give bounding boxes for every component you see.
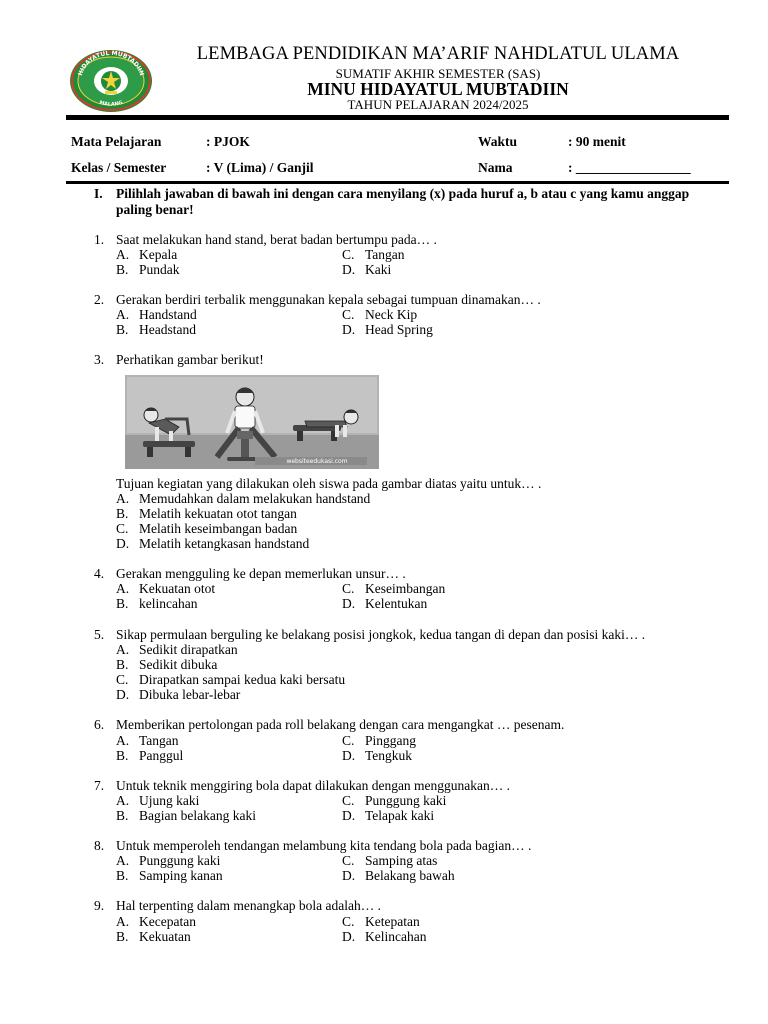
question-number: 1.: [94, 232, 105, 247]
q9-option-a[interactable]: A. Kecepatan: [116, 914, 196, 929]
institution-title: LEMBAGA PENDIDIKAN MA’ARIF NAHDLATUL ULAMA: [196, 44, 680, 64]
exercise-illustration: [125, 375, 379, 469]
q6-option-d[interactable]: D. Tengkuk: [342, 748, 413, 763]
academic-year: TAHUN PELAJARAN 2024/2025: [347, 97, 529, 112]
q7-option-d[interactable]: D. Telapak kaki: [342, 808, 435, 823]
q9-option-b[interactable]: B. Kekuatan: [116, 929, 191, 944]
q7-option-a[interactable]: A. Ujung kaki: [116, 793, 200, 808]
time-value: : 90 menit: [568, 134, 626, 149]
question-number: 4.: [94, 566, 105, 581]
svg-text:MALANG: MALANG: [98, 99, 124, 108]
question-text: Gerakan mengguling ke depan memerlukan unsur… .: [116, 566, 406, 581]
q4-option-a[interactable]: A. Kekuatan otot: [116, 581, 216, 596]
q8-option-c[interactable]: C. Samping atas: [342, 853, 438, 868]
instruction-text: Pilihlah jawaban di bawah ini dengan cara menyilang (x) pada huruf a, b atau c yang kamu anggap paling benar!: [116, 186, 690, 217]
question-number: 5.: [94, 627, 105, 642]
exam-title: SUMATIF AKHIR SEMESTER (SAS): [335, 66, 541, 81]
name-field[interactable]: : _________________: [568, 160, 691, 175]
q1-option-d[interactable]: D. Kaki: [342, 262, 392, 277]
q2-option-d[interactable]: D. Head Spring: [342, 322, 433, 337]
q6-option-c[interactable]: C. Pinggang: [342, 733, 417, 748]
subject-label: Mata Pelajaran: [71, 134, 162, 149]
q2-option-a[interactable]: A. Handstand: [116, 307, 197, 322]
question-number: 2.: [94, 292, 105, 307]
header-divider: [66, 115, 729, 120]
info-divider: [66, 181, 729, 184]
question-text: Untuk teknik menggiring bola dapat dilakukan dengan menggunakan… .: [116, 778, 511, 793]
q7-option-b[interactable]: B. Bagian belakang kaki: [116, 808, 256, 823]
question-text: Untuk memperoleh tendangan melambung kita tendang bola pada bagian… .: [116, 838, 532, 853]
q8-option-a[interactable]: A. Punggung kaki: [116, 853, 221, 868]
question-number: 9.: [94, 898, 105, 913]
school-name: MINU HIDAYATUL MUBTADIIN: [307, 79, 569, 99]
question-text: Saat melakukan hand stand, berat badan bertumpu pada… .: [116, 232, 437, 247]
question-number: 7.: [94, 778, 105, 793]
q4-option-d[interactable]: D. Kelentukan: [342, 596, 428, 611]
q2-option-c[interactable]: C. Neck Kip: [342, 307, 418, 322]
question-text: Gerakan berdiri terbalik menggunakan kepala sebagai tumpuan dinamakan… .: [116, 292, 541, 307]
q5-option-c[interactable]: C. Dirapatkan sampai kedua kaki bersatu: [116, 672, 346, 687]
question-number: 3.: [94, 352, 105, 367]
instruction-number: I.: [94, 186, 103, 201]
subject-value: : PJOK: [206, 134, 250, 149]
q2-option-b[interactable]: B. Headstand: [116, 322, 196, 337]
q3-option-c[interactable]: C. Melatih keseimbangan badan: [116, 521, 298, 536]
svg-text:HIDAYATUL MUBTADIIN: HIDAYATUL MUBTADIIN: [76, 49, 146, 77]
q8-option-d[interactable]: D. Belakang bawah: [342, 868, 455, 883]
q5-option-a[interactable]: A. Sedikit dirapatkan: [116, 642, 238, 657]
q6-option-a[interactable]: A. Tangan: [116, 733, 179, 748]
question-text: Perhatikan gambar berikut!: [116, 352, 264, 367]
q3-option-d[interactable]: D. Melatih ketangkasan handstand: [116, 536, 310, 551]
q3-option-b[interactable]: B. Melatih kekuatan otot tangan: [116, 506, 297, 521]
q3-option-a[interactable]: A. Memudahkan dalam melakukan handstand: [116, 491, 371, 506]
question-number: 6.: [94, 717, 105, 732]
q6-option-b[interactable]: B. Panggul: [116, 748, 184, 763]
q1-option-b[interactable]: B. Pundak: [116, 262, 180, 277]
q1-option-a[interactable]: A. Kepala: [116, 247, 178, 262]
school-logo: [68, 49, 154, 113]
q8-option-b[interactable]: B. Samping kanan: [116, 868, 223, 883]
q9-option-c[interactable]: C. Ketepatan: [342, 914, 420, 929]
question-text: Hal terpenting dalam menangkap bola adalah… .: [116, 898, 382, 913]
q3-subtext: Tujuan kegiatan yang dilakukan oleh siswa pada gambar diatas yaitu untuk… .: [116, 476, 542, 491]
q7-option-c[interactable]: C. Punggung kaki: [342, 793, 447, 808]
q1-option-c[interactable]: C. Tangan: [342, 247, 405, 262]
q5-option-b[interactable]: B. Sedikit dibuka: [116, 657, 218, 672]
name-label: Nama: [478, 160, 513, 175]
q9-option-d[interactable]: D. Kelincahan: [342, 929, 427, 944]
question-number: 8.: [94, 838, 105, 853]
image-watermark: websiteedukasi.com: [286, 458, 348, 465]
question-text: Memberikan pertolongan pada roll belakang dengan cara mengangkat … pesenam.: [116, 717, 565, 732]
class-value: : V (Lima) / Ganjil: [206, 160, 314, 175]
q4-option-b[interactable]: B. kelincahan: [116, 596, 198, 611]
q4-option-c[interactable]: C. Keseimbangan: [342, 581, 446, 596]
q5-option-d[interactable]: D. Dibuka lebar-lebar: [116, 687, 241, 702]
time-label: Waktu: [478, 134, 518, 149]
class-label: Kelas / Semester: [71, 160, 167, 175]
question-text: Sikap permulaan berguling ke belakang posisi jongkok, kedua tangan di depan dan posisi kaki… .: [116, 627, 646, 642]
